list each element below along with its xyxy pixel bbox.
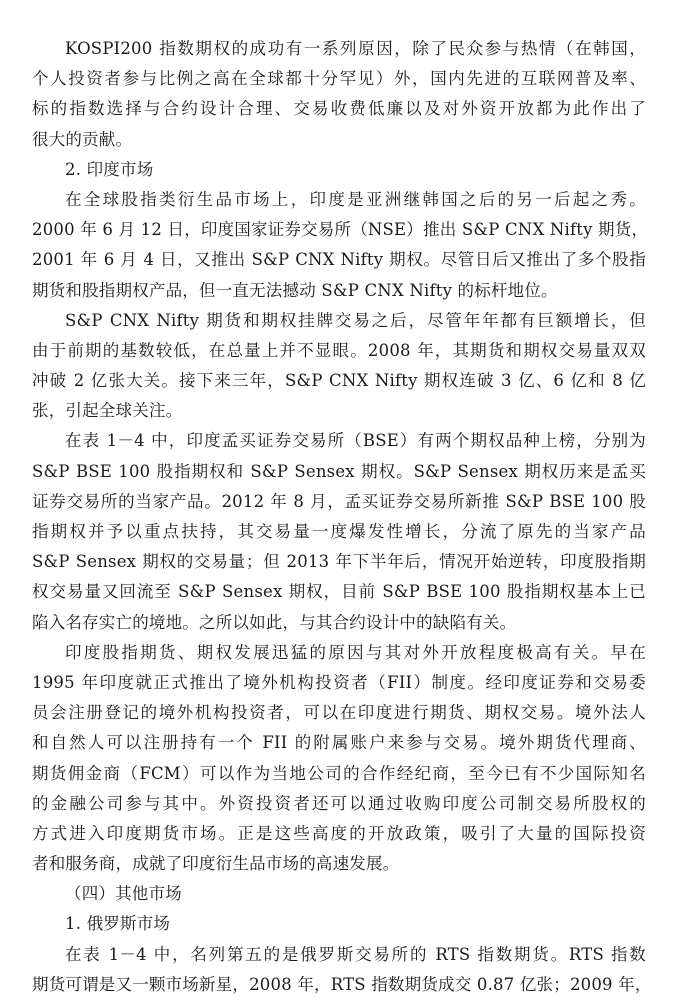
text-line: 在全球股指类衍生品市场上，印度是亚洲继韩国之后的另一后起之秀。 [65,189,646,209]
document-body [32,34,652,1000]
text-line: 方式进入印度期货市场。正是这些高度的开放政策，吸引了大量的国际投资 [32,823,646,843]
text-line: 很大的贡献。 [32,129,133,149]
text-line: 期货和股指期权产品，但一直无法撼动 S&P CNX Nifty 的标杆地位。 [32,280,558,300]
text-line: 个人投资者参与比例之高在全球都十分罕见）外，国内先进的互联网普及率、 [32,69,646,89]
text-line: 在表 1－4 中，名列第五的是俄罗斯交易所的 RTS 指数期货。RTS 指数 [65,944,646,964]
text-line: 期货可谓是又一颗市场新星，2008 年，RTS 指数期货成交 0.87 亿张；2009 年， [32,974,652,994]
text-line: 1995 年印度就正式推出了境外机构投资者（FII）制度。经印度证券和交易委 [32,672,646,692]
text-line: 证券交易所的当家产品。2012 年 8 月，孟买证券交易所新推 S&P BSE 100 股 [32,491,646,511]
text-line: 者和服务商，成就了印度衍生品市场的高速发展。 [32,854,400,874]
text-line: 陷入名存实亡的境地。之所以如此，与其合约设计中的缺陷有关。 [32,612,517,632]
text-line: 张，引起全球关注。 [32,401,183,421]
text-line: S&P Sensex 期权的交易量；但 2013 年下半年后，情况开始逆转，印度股指期 [32,552,646,572]
text-line: 员会注册登记的境外机构投资者，可以在印度进行期货、期权交易。境外法人 [32,703,646,723]
text-line: 由于前期的基数较低，在总量上并不显眼。2008 年，其期货和期权交易量双双 [32,340,646,360]
text-line: KOSPI200 指数期权的成功有一系列原因，除了民众参与热情（在韩国， [65,39,646,58]
text-line: 指期权并予以重点扶持，其交易量一度爆发性增长，分流了原先的当家产品 [32,522,646,541]
section-heading: （四）其他市场 [65,884,182,904]
section-heading: 2. 印度市场 [65,159,154,179]
text-line: 权交易量又回流至 S&P Sensex 期权，目前 S&P BSE 100 股指期权基本上已 [32,582,646,602]
text-line: 印度股指期货、期权发展迅猛的原因与其对外开放程度极高有关。早在 [65,642,646,662]
text-line: 2001 年 6 月 4 日，又推出 S&P CNX Nifty 期权。尽管日后又推出了多个股指 [32,250,646,270]
text-line: 冲破 2 亿张大关。接下来三年，S&P CNX Nifty 期权连破 3 亿、6 亿和 8 亿 [32,371,646,391]
text-line: 在表 1－4 中，印度孟买证券交易所（BSE）有两个期权品种上榜，分别为 [65,431,646,451]
text-line: S&P CNX Nifty 期货和期权挂牌交易之后，尽管年年都有巨额增长，但 [65,310,646,330]
text-line: S&P BSE 100 股指期权和 S&P Sensex 期权。S&P Sensex 期权历来是孟买 [32,461,646,481]
text-line: 和自然人可以注册持有一个 FII 的附属账户来参与交易。境外期货代理商、 [32,733,646,753]
subsection-heading: 1. 俄罗斯市场 [65,914,171,934]
text-line: 2000 年 6 月 12 日，印度国家证券交易所（NSE）推出 S&P CNX Nifty 期货， [32,220,649,240]
text-line: 标的指数选择与合约设计合理、交易收费低廉以及对外资开放都为此作出了 [32,99,646,119]
text-line: 期货佣金商（FCM）可以作为当地公司的合作经纪商，至今已有不少国际知名 [32,763,646,783]
text-line: 的金融公司参与其中。外资投资者还可以通过收购印度公司制交易所股权的 [32,793,646,813]
